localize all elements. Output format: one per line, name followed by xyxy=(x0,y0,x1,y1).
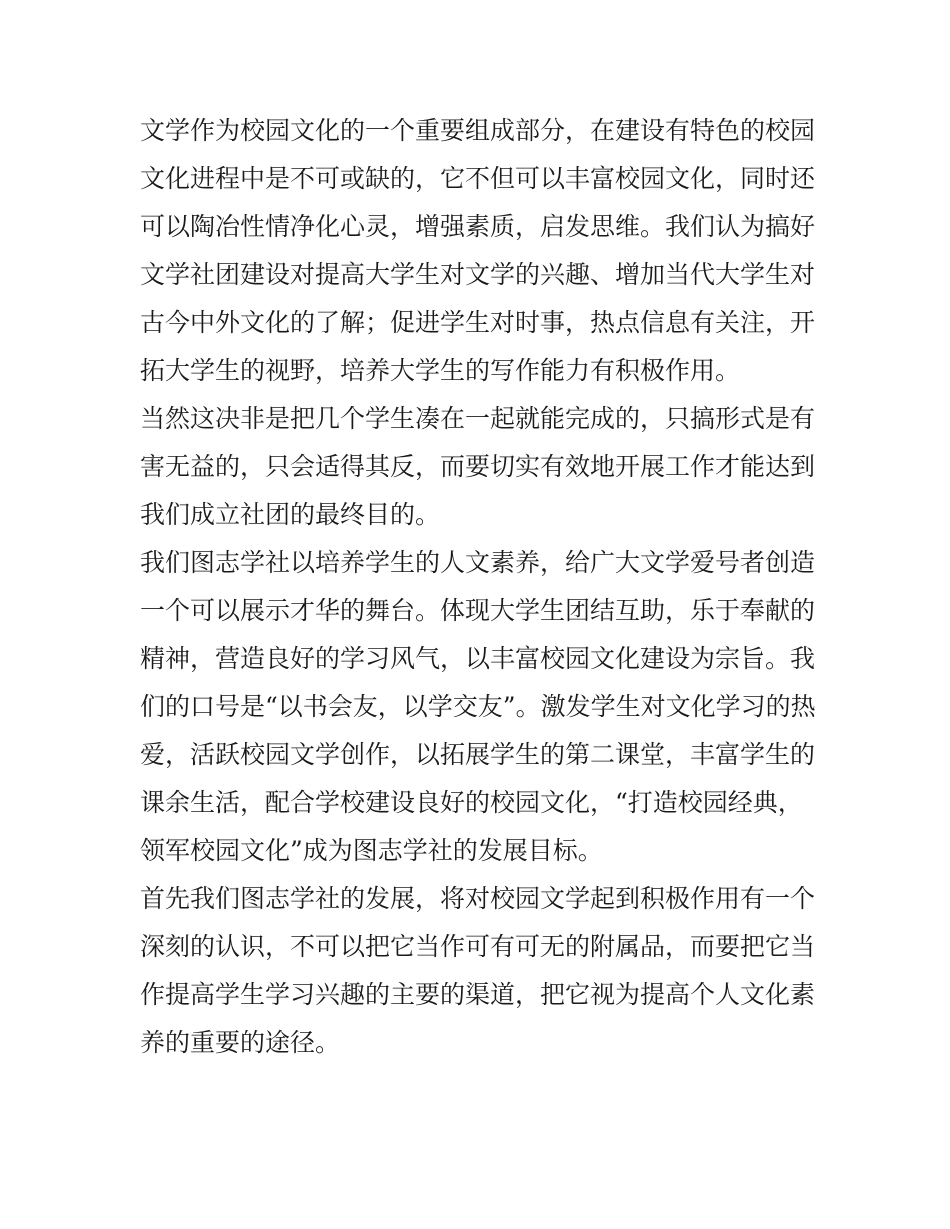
text-line: 养的重要的途径。 xyxy=(140,1028,341,1057)
text-line: 文学社团建设对提高大学生对文学的兴趣、增加当代大学生对 xyxy=(140,260,816,289)
text-line: 文化进程中是不可或缺的，它不但可以丰富校园文化，同时还 xyxy=(140,164,816,193)
text-line: 一个可以展示才华的舞台。体现大学生团结互助，乐于奉献的 xyxy=(140,596,816,625)
text-line: 爱，活跃校园文学创作，以拓展学生的第二课堂，丰富学生的 xyxy=(140,740,816,769)
text-line: 拓大学生的视野，培养大学生的写作能力有积极作用。 xyxy=(140,356,741,385)
text-line: 作提高学生学习兴趣的主要的渠道，把它视为提高个人文化素 xyxy=(140,980,816,1009)
text-line: 害无益的，只会适得其反，而要切实有效地开展工作才能达到 xyxy=(140,452,816,481)
text-line: 文学作为校园文化的一个重要组成部分，在建设有特色的校园 xyxy=(140,116,816,145)
text-line: 领军校园文化”成为图志学社的发展目标。 xyxy=(140,836,603,865)
text-line: 古今中外文化的了解；促进学生对时事，热点信息有关注，开 xyxy=(140,308,816,337)
text-line: 我们图志学社以培养学生的人文素养，给广大文学爱号者创造 xyxy=(140,548,816,577)
text-line: 精神，营造良好的学习风气，以丰富校园文化建设为宗旨。我 xyxy=(140,644,816,673)
text-line: 可以陶冶性情净化心灵，增强素质，启发思维。我们认为搞好 xyxy=(140,212,816,241)
text-line: 深刻的认识，不可以把它当作可有可无的附属品，而要把它当 xyxy=(140,932,816,961)
text-line: 我们成立社团的最终目的。 xyxy=(140,500,441,529)
text-line: 们的口号是“以书会友，以学交友”。激发学生对文化学习的热 xyxy=(140,692,816,721)
text-line: 课余生活，配合学校建设良好的校园文化，“打造校园经典， xyxy=(140,788,803,817)
document-body xyxy=(140,107,820,1067)
text-line: 首先我们图志学社的发展，将对校园文学起到积极作用有一个 xyxy=(140,884,816,913)
text-line: 当然这决非是把几个学生凑在一起就能完成的，只搞形式是有 xyxy=(140,404,816,433)
